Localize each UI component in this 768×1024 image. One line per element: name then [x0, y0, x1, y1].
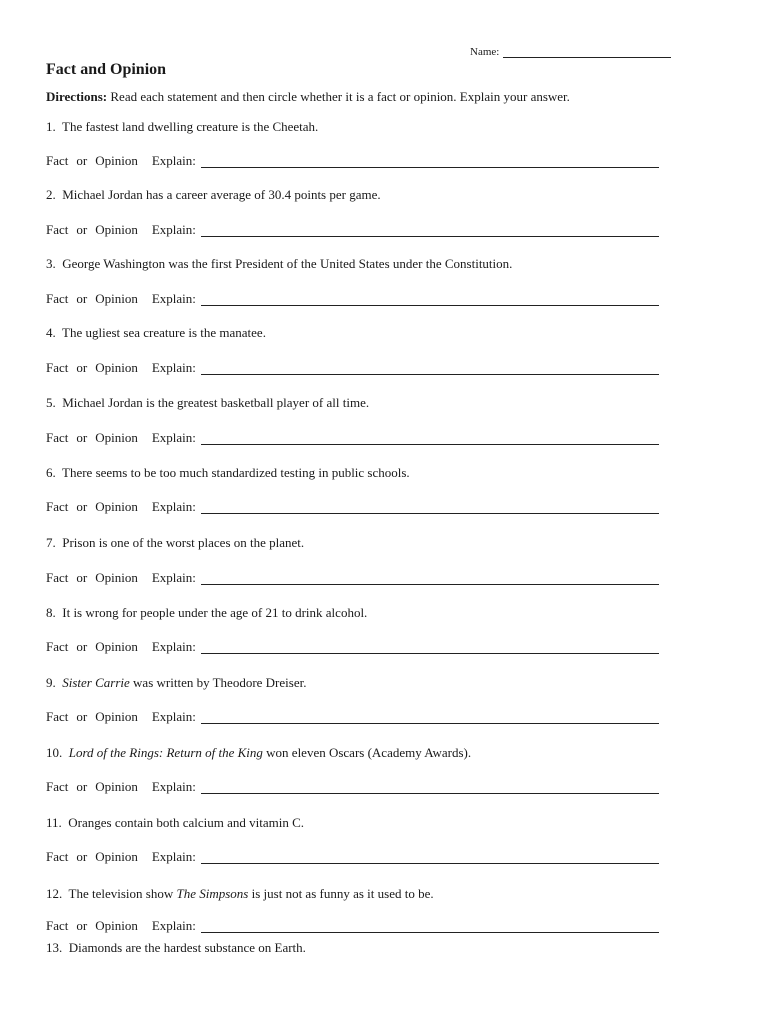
- opinion-option[interactable]: Opinion: [95, 849, 138, 864]
- question-statement: [46, 395, 369, 411]
- question-number: 6.: [46, 465, 63, 480]
- question-number: 2.: [46, 187, 63, 202]
- question-statement: [46, 325, 266, 341]
- question-statement: [46, 886, 434, 902]
- explain-label: Explain:: [151, 222, 196, 237]
- answer-row: [46, 709, 659, 725]
- name-label: Name:: [470, 46, 500, 58]
- question-number: 13.: [46, 940, 69, 955]
- statement-text: Sister Carrie: [62, 675, 130, 690]
- opinion-option[interactable]: Opinion: [95, 639, 138, 654]
- or-text: or: [76, 360, 88, 375]
- statement-text: Prison is one of the worst places on the planet.: [62, 535, 305, 550]
- question-statement: [46, 675, 306, 691]
- explain-label: Explain:: [151, 849, 196, 864]
- opinion-option[interactable]: Opinion: [95, 153, 138, 168]
- explain-blank-line[interactable]: [201, 849, 659, 864]
- statement-text: was written by Theodore Dreiser.: [129, 675, 307, 690]
- opinion-option[interactable]: Opinion: [95, 709, 138, 724]
- explain-blank-line[interactable]: [201, 360, 659, 375]
- fact-option[interactable]: Fact: [46, 639, 69, 654]
- explain-label: Explain:: [151, 430, 196, 445]
- opinion-option[interactable]: Opinion: [95, 779, 138, 794]
- fact-option[interactable]: Fact: [46, 849, 69, 864]
- statement-text: The television show: [68, 886, 177, 901]
- explain-label: Explain:: [151, 709, 196, 724]
- directions: [46, 89, 570, 105]
- fact-option[interactable]: Fact: [46, 153, 69, 168]
- name-blank-line[interactable]: [503, 45, 671, 58]
- fact-option[interactable]: Fact: [46, 291, 69, 306]
- fact-option[interactable]: Fact: [46, 222, 69, 237]
- answer-row: [46, 849, 659, 865]
- explain-label: Explain:: [151, 499, 196, 514]
- explain-blank-line[interactable]: [201, 222, 659, 237]
- explain-blank-line[interactable]: [201, 639, 659, 654]
- statement-text: The Simpsons: [176, 886, 249, 901]
- or-text: or: [76, 849, 88, 864]
- answer-row: [46, 639, 659, 655]
- directions-label: Directions:: [46, 89, 108, 104]
- question-number: 1.: [46, 119, 63, 134]
- statement-text: The fastest land dwelling creature is the Cheetah.: [62, 119, 319, 134]
- or-text: or: [76, 709, 88, 724]
- explain-blank-line[interactable]: [201, 291, 659, 306]
- fact-option[interactable]: Fact: [46, 430, 69, 445]
- answer-row: [46, 291, 659, 307]
- opinion-option[interactable]: Opinion: [95, 918, 138, 933]
- or-text: or: [76, 499, 88, 514]
- opinion-option[interactable]: Opinion: [95, 360, 138, 375]
- explain-label: Explain:: [151, 360, 196, 375]
- question-number: 12.: [46, 886, 69, 901]
- explain-blank-line[interactable]: [201, 430, 659, 445]
- question-statement: [46, 256, 512, 272]
- question-number: 3.: [46, 256, 63, 271]
- explain-blank-line[interactable]: [201, 499, 659, 514]
- or-text: or: [76, 779, 88, 794]
- statement-text: It is wrong for people under the age of 21 to drink alcohol.: [62, 605, 368, 620]
- or-text: or: [76, 570, 88, 585]
- explain-blank-line[interactable]: [201, 153, 659, 168]
- explain-blank-line[interactable]: [201, 918, 659, 933]
- or-text: or: [76, 639, 88, 654]
- or-text: or: [76, 430, 88, 445]
- explain-blank-line[interactable]: [201, 709, 659, 724]
- statement-text: Lord of the Rings: Return of the King: [68, 745, 263, 760]
- worksheet-title: Fact and Opinion: [46, 61, 167, 78]
- fact-option[interactable]: Fact: [46, 499, 69, 514]
- explain-label: Explain:: [151, 570, 196, 585]
- statement-text: is just not as funny as it used to be.: [248, 886, 434, 901]
- answer-row: [46, 779, 659, 795]
- explain-blank-line[interactable]: [201, 779, 659, 794]
- question-statement: [46, 187, 381, 203]
- explain-label: Explain:: [151, 639, 196, 654]
- question-number: 5.: [46, 395, 63, 410]
- question-number: 8.: [46, 605, 63, 620]
- opinion-option[interactable]: Opinion: [95, 222, 138, 237]
- question-number: 9.: [46, 675, 63, 690]
- statement-text: won eleven Oscars (Academy Awards).: [262, 745, 472, 760]
- opinion-option[interactable]: Opinion: [95, 430, 138, 445]
- answer-row: [46, 430, 659, 446]
- explain-blank-line[interactable]: [201, 570, 659, 585]
- statement-text: Oranges contain both calcium and vitamin C.: [68, 815, 305, 830]
- question-number: 11.: [46, 815, 69, 830]
- name-field[interactable]: [470, 45, 671, 58]
- opinion-option[interactable]: Opinion: [95, 570, 138, 585]
- explain-label: Explain:: [151, 291, 196, 306]
- fact-option[interactable]: Fact: [46, 570, 69, 585]
- question-statement: [46, 465, 410, 481]
- or-text: or: [76, 222, 88, 237]
- statement-text: There seems to be too much standardized testing in public schools.: [62, 465, 410, 480]
- question-statement: [46, 815, 304, 831]
- answer-row: [46, 360, 659, 376]
- question-number: 7.: [46, 535, 63, 550]
- explain-label: Explain:: [151, 779, 196, 794]
- statement-text: Diamonds are the hardest substance on Earth.: [68, 940, 306, 955]
- directions-text: Read each statement and then circle whether it is a fact or opinion. Explain your answer.: [110, 89, 570, 104]
- answer-row: [46, 918, 659, 934]
- opinion-option[interactable]: Opinion: [95, 291, 138, 306]
- fact-option[interactable]: Fact: [46, 709, 69, 724]
- fact-option[interactable]: Fact: [46, 918, 69, 933]
- or-text: or: [76, 918, 88, 933]
- or-text: or: [76, 291, 88, 306]
- question-statement: [46, 940, 306, 956]
- statement-text: The ugliest sea creature is the manatee.: [62, 325, 266, 340]
- statement-text: Michael Jordan is the greatest basketball player of all time.: [62, 395, 370, 410]
- answer-row: [46, 222, 659, 238]
- question-number: 10.: [46, 745, 69, 760]
- question-statement: [46, 605, 367, 621]
- question-statement: [46, 745, 471, 761]
- opinion-option[interactable]: Opinion: [95, 499, 138, 514]
- question-statement: [46, 119, 318, 135]
- statement-text: Michael Jordan has a career average of 30.4 points per game.: [62, 187, 381, 202]
- statement-text: George Washington was the first President of the United States under the Constitution.: [62, 256, 513, 271]
- answer-row: [46, 570, 659, 586]
- question-number: 4.: [46, 325, 63, 340]
- explain-label: Explain:: [151, 153, 196, 168]
- question-statement: [46, 535, 304, 551]
- or-text: or: [76, 153, 88, 168]
- explain-label: Explain:: [151, 918, 196, 933]
- answer-row: [46, 153, 659, 169]
- fact-option[interactable]: Fact: [46, 779, 69, 794]
- fact-option[interactable]: Fact: [46, 360, 69, 375]
- answer-row: [46, 499, 659, 515]
